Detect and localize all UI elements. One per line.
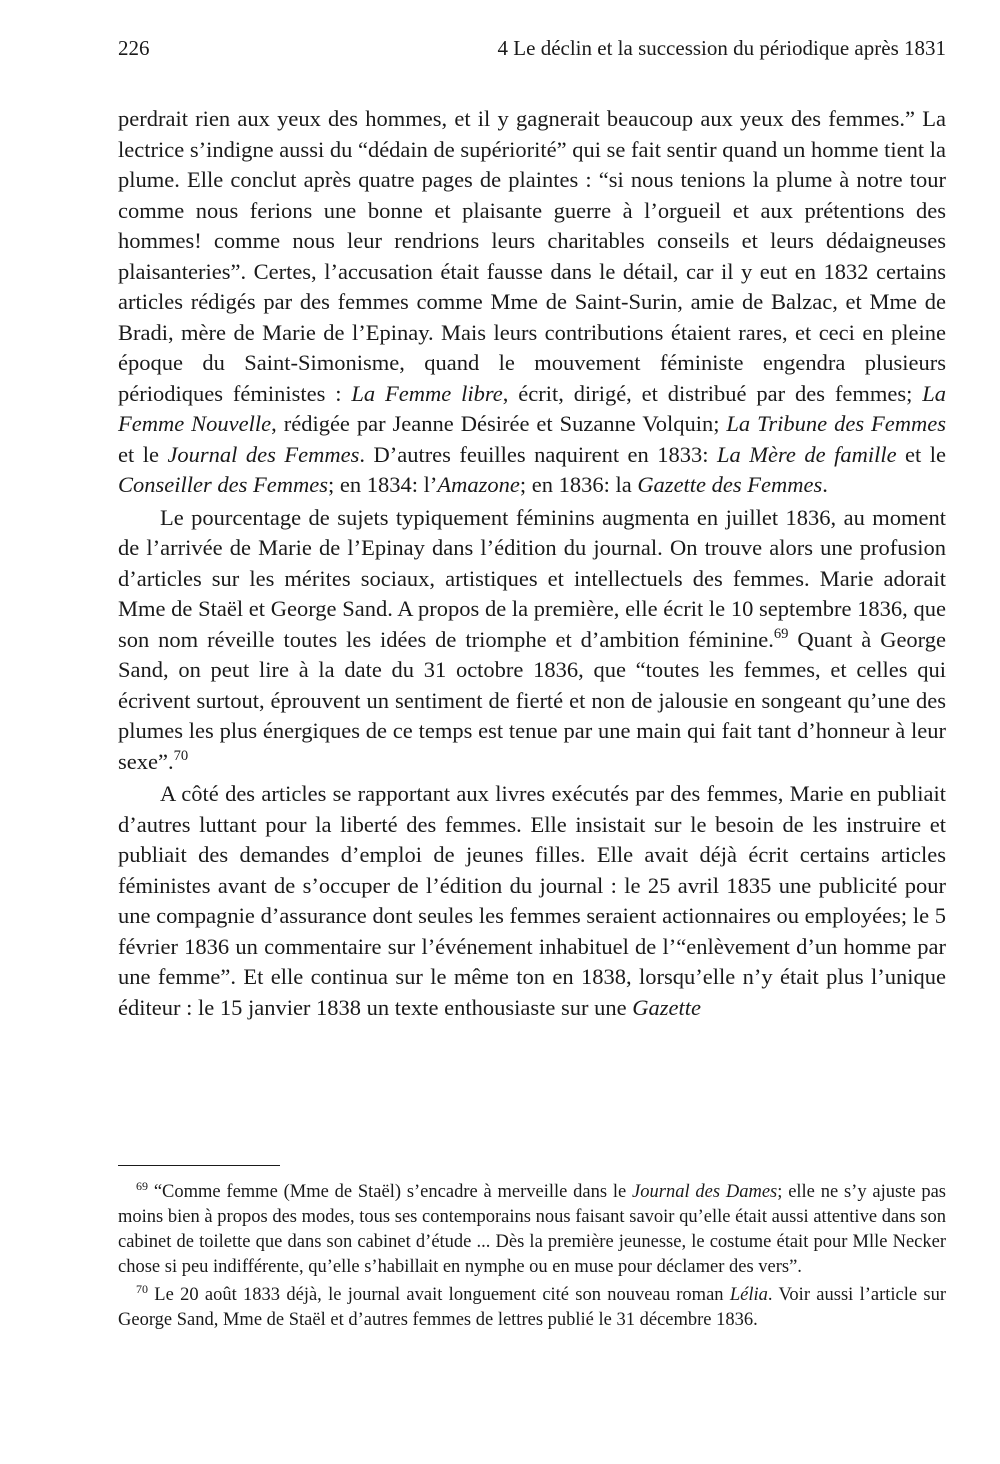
- title-gazette: Gazette: [632, 994, 701, 1020]
- paragraph-1: [118, 104, 946, 501]
- running-head: 4 Le déclin et la succession du périodique après 1831: [497, 36, 946, 60]
- text-run: et le: [896, 441, 946, 467]
- footnote-number: 70: [136, 1281, 149, 1296]
- paragraph-2: [118, 503, 946, 778]
- page-header: [118, 36, 946, 66]
- text-run: Le pourcentage de sujets typiquement féminins augmenta en juillet 1836, au moment de l’arrivée de Marie de l’Epinay dans l’édition du journal. On trouve alors une profusion d’articles sur les mérites sociaux, artistiques et intellectuels des femmes. Marie adorait Mme de Staël et George Sand. A propos de la première, elle écrit le 10 septembre 1836, que son nom réveille toutes les idées de triomphe et d’ambition féminine.: [118, 504, 946, 652]
- paragraph-3: [118, 779, 946, 1023]
- text-run: Le 20 août 1833 déjà, le journal avait longuement cité son nouveau roman: [148, 1285, 730, 1305]
- text-run: perdrait rien aux yeux des hommes, et il y gagnerait beaucoup aux yeux des femmes.” La lectrice s’indigne aussi du “dédain de supériorité” qui se fait sentir quand un homme tient la plume. Elle conclut après quatre pages de plaintes : “si nous tenions la plume à notre tour comme nous ferions une bonne et plaisante guerre à l’orgueil et aux prétentions des hommes! comme nous leur rendrions leurs charitables conseils et leurs dédaigneuses plaisanteries”. Certes, l’accusation était fausse dans le détail, car il y eut en 1832 certains articles rédigés par des femmes comme Mme de Saint-Surin, amie de Balzac, et Mme de Bradi, mère de Marie de l’Epinay. Mais leurs contributions étaient rares, et ceci en pleine époque du Saint-Simonisme, quand le mouvement féministe engendra plusieurs périodiques féministes :: [118, 106, 946, 406]
- text-run: ; elle ne s’y ajuste pas moins bien à propos des modes, tous ses contemporains nous faisant savoir qu’elle était aussi attentive dans son cabinet de toilette que dans son cabinet d’étude ... Dès la première jeunesse, le costume était pour Mlle Necker chose si peu indifférente, qu’elle s’habillait en nymphe ou en muse pour déclamer des vers”.: [118, 1182, 946, 1277]
- footnote-ref-70[interactable]: 70: [173, 747, 189, 764]
- text-run: .: [822, 472, 828, 497]
- text-run: ; en 1836: la: [519, 472, 638, 497]
- text-run: . D’autres feuilles naquirent en 1833:: [359, 441, 717, 467]
- page-number: 226: [118, 36, 150, 60]
- text-run: “Comme femme (Mme de Staël) s’encadre à merveille dans le: [148, 1182, 633, 1202]
- text-run: , écrit, dirigé, et distribué par des femmes;: [502, 380, 923, 406]
- footnote-70: [118, 1283, 946, 1333]
- title-la-femme-nouvelle: La Femme Nouvelle: [118, 380, 946, 436]
- footnote-ref-69[interactable]: 69: [773, 625, 789, 642]
- text-run: , rédigée par Jeanne Désirée et Suzanne Volquin;: [271, 411, 727, 436]
- text-run: ; en 1834: l’: [327, 472, 438, 497]
- title-la-mere-de-famille: La Mère de famille: [717, 441, 897, 467]
- text-run: A côté des articles se rapportant aux livres exécutés par des femmes, Marie en publiait d’autres luttant pour la liberté des femmes. Elle insistait sur le besoin de les instruire et publiait des demandes d’emploi de jeunes filles. Elle avait déjà écrit certains articles féministes avant de s’occuper de l’édition du journal : le 25 avril 1835 une publicité pour une compagnie d’assurance dont seules les femmes seraient actionnaires ou employées; le 5 février 1836 un commentaire sur l’événement inhabituel de l’“enlèvement d’un homme par une femme”. Et elle continua sur le même ton en 1838, lorsqu’elle n’y était plus l’unique éditeur : le 15 janvier 1838 un texte enthousiaste sur une: [118, 781, 946, 1020]
- footnote-rule: [118, 1165, 280, 1166]
- title-lelia: Lélia: [729, 1285, 768, 1305]
- title-amazone: Amazone: [437, 472, 520, 497]
- title-journal-des-femmes: Journal des Femmes: [167, 441, 360, 467]
- title-journal-des-dames: Journal des Dames: [632, 1182, 778, 1202]
- title-la-femme-libre: La Femme libre: [351, 380, 503, 406]
- title-la-tribune-des-femmes: La Tribune des Femmes: [726, 411, 947, 436]
- title-gazette-des-femmes: Gazette des Femmes: [637, 472, 823, 497]
- title-conseiller-des-femmes: Conseiller des Femmes: [118, 472, 328, 497]
- text-run: et le: [118, 441, 168, 467]
- body-text: [118, 104, 946, 1023]
- text-run: . Voir aussi l’article sur George Sand, Mme de Staël et d’autres femmes de lettres publié le 31 décembre 1836.: [118, 1285, 946, 1330]
- footnote-69: [118, 1180, 946, 1280]
- footnote-number: 69: [136, 1178, 149, 1193]
- text-run: Quant à George Sand, on peut lire à la date du 31 octobre 1836, que “toutes les femmes, et celles qui écrivent surtout, éprouvent un sentiment de fierté et non de jalousie en songeant qu’une des plumes les plus énergiques de ce temps est tenue par une main qui fait tant d’honneur à leur sexe”.: [118, 626, 947, 774]
- footnotes: [118, 1180, 946, 1336]
